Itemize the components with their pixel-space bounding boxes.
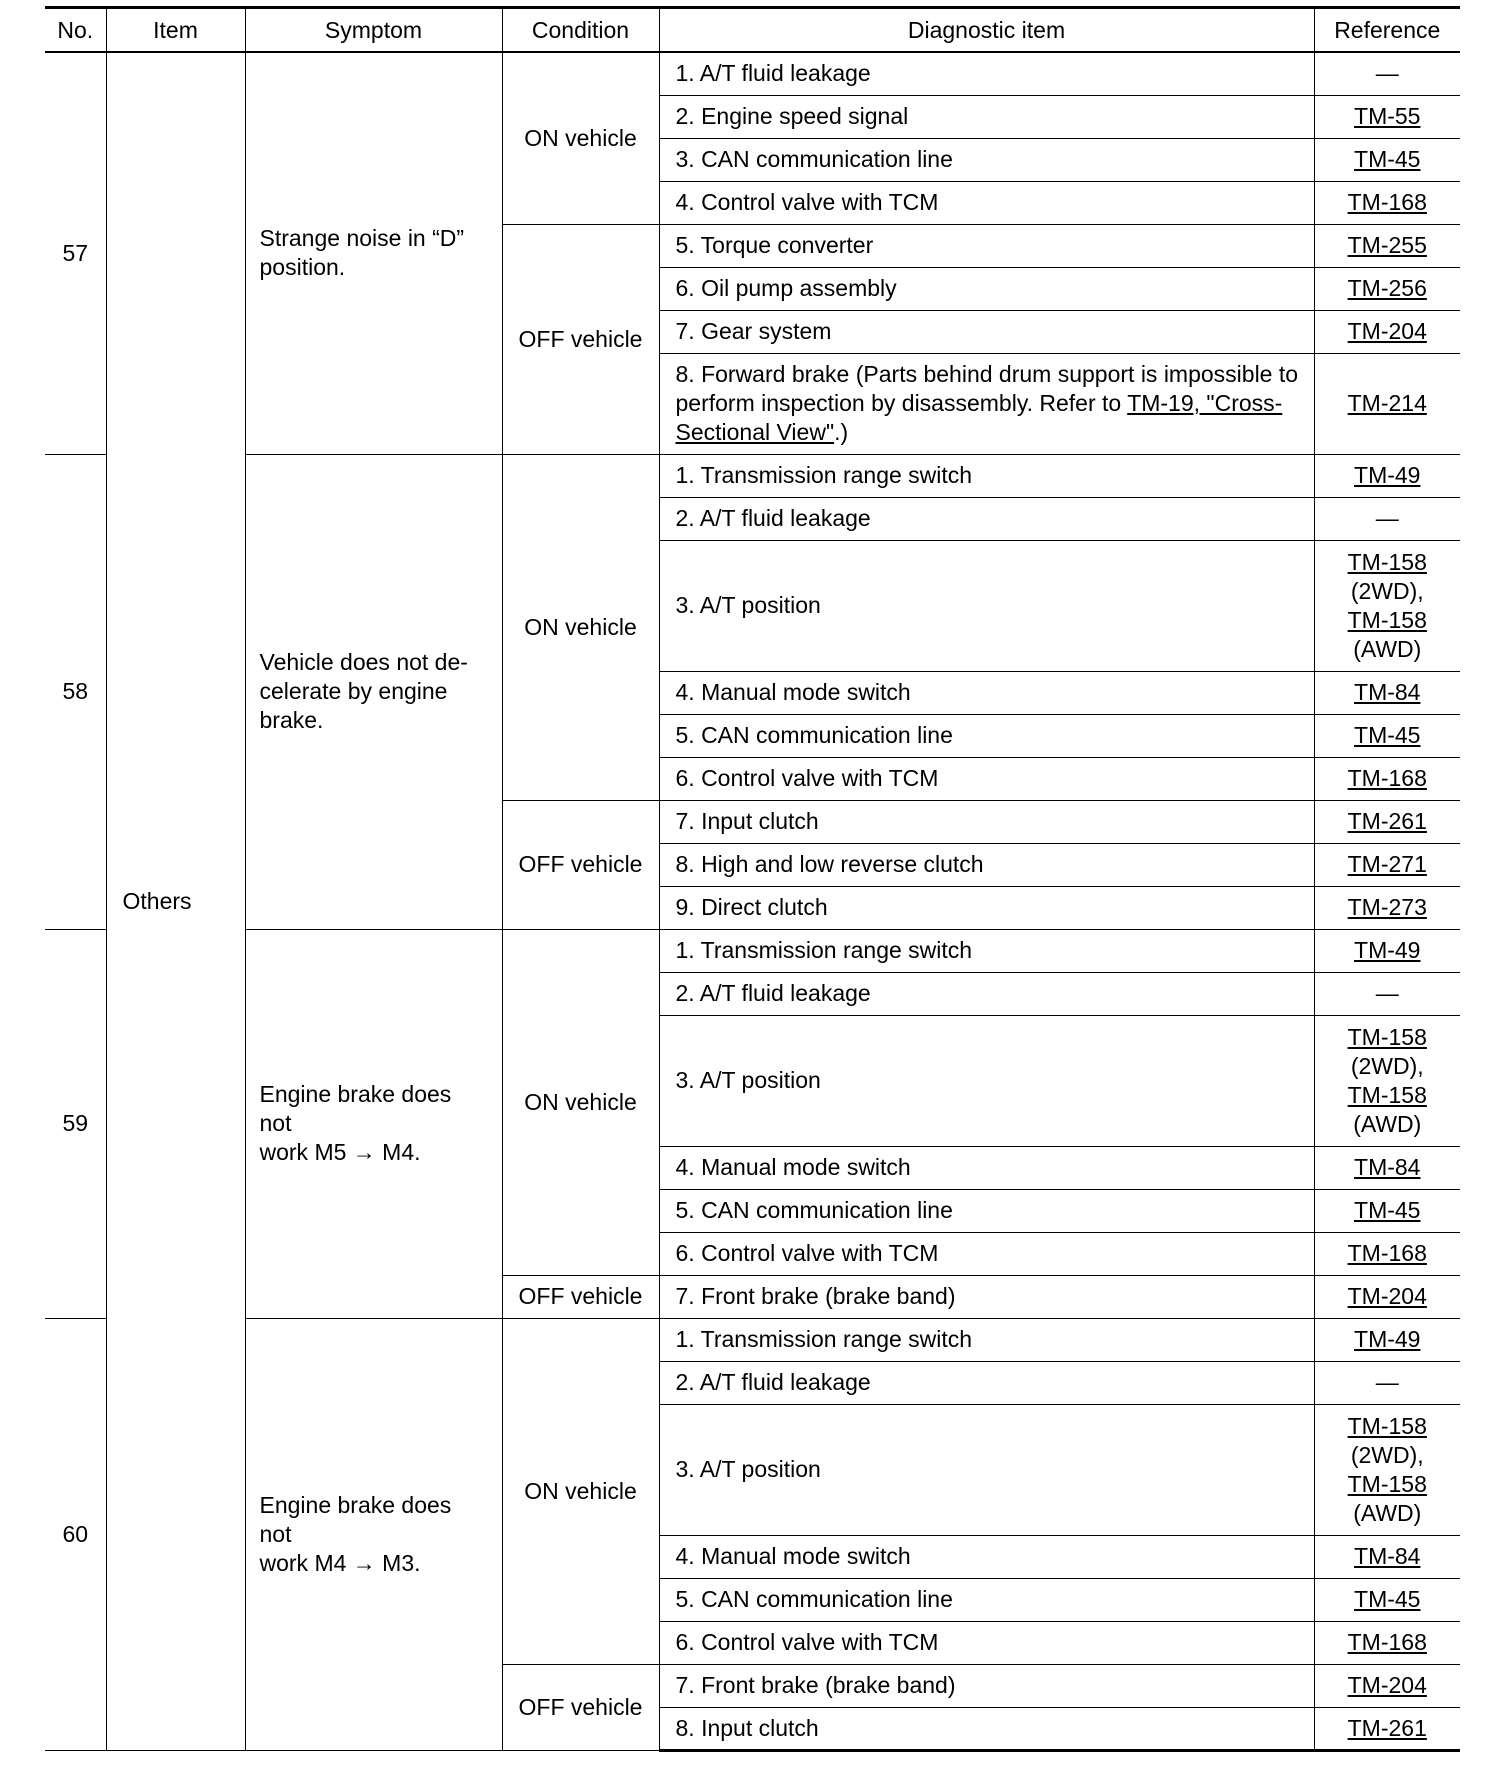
header-row	[45, 8, 1460, 53]
reference-link[interactable]: TM-256	[1347, 275, 1427, 301]
header-no: No.	[45, 8, 106, 53]
reference-cell	[1314, 1015, 1460, 1146]
diagnostic-item-text: 5. CAN communication line	[675, 722, 953, 748]
reference-link[interactable]: TM-49	[1354, 937, 1421, 963]
diagnostic-item-text: 1. Transmission range switch	[675, 937, 973, 963]
diagnostic-item-text: 2. Engine speed signal	[675, 103, 909, 129]
reference-link[interactable]: TM-204	[1347, 1283, 1427, 1309]
reference-link[interactable]: TM-49	[1354, 462, 1421, 488]
diagnostic-item-cell	[659, 138, 1314, 181]
condition-cell: ON vehicle	[502, 454, 659, 800]
diagnostic-item-cell	[659, 886, 1314, 929]
diagnostic-item-cell	[659, 353, 1314, 454]
diagnostic-item-cell	[659, 181, 1314, 224]
diagnostic-item-cell	[659, 454, 1314, 497]
diagnostic-item-text: 6. Control valve with TCM	[675, 1629, 939, 1655]
reference-link[interactable]: TM-204	[1347, 318, 1427, 344]
header-symptom: Symptom	[245, 8, 502, 53]
item-cell: Others	[106, 52, 245, 1750]
diagnostic-item-cell	[659, 1015, 1314, 1146]
reference-none: —	[1375, 505, 1399, 531]
reference-link[interactable]: TM-49	[1354, 1326, 1421, 1352]
reference-note: (AWD)	[1353, 1499, 1422, 1526]
diagnostic-item-cell	[659, 540, 1314, 671]
diagnostic-item-cell	[659, 757, 1314, 800]
condition-cell: OFF vehicle	[502, 224, 659, 454]
reference-cell	[1314, 757, 1460, 800]
reference-link[interactable]: TM-45	[1354, 1197, 1421, 1223]
reference-cell	[1314, 1318, 1460, 1361]
diagnostic-item-cell	[659, 1232, 1314, 1275]
reference-cell	[1314, 454, 1460, 497]
diagnostic-item-cell	[659, 1535, 1314, 1578]
reference-cell	[1314, 1707, 1460, 1750]
reference-link[interactable]: TM-45	[1354, 146, 1421, 172]
reference-link[interactable]: TM-84	[1354, 1543, 1421, 1569]
diagnostic-item-text: 6. Oil pump assembly	[675, 275, 897, 301]
table-row	[45, 1318, 1460, 1361]
reference-none: —	[1375, 980, 1399, 1006]
reference-cell	[1314, 843, 1460, 886]
reference-cell	[1314, 181, 1460, 224]
diagnostic-item-cell	[659, 1146, 1314, 1189]
diagnostic-item-text: 5. Torque converter	[675, 232, 874, 258]
reference-cell	[1314, 1189, 1460, 1232]
table-row	[45, 454, 1460, 497]
diagnostic-item-cell	[659, 1189, 1314, 1232]
table-body	[45, 52, 1460, 1750]
diagnostic-item-cell	[659, 267, 1314, 310]
reference-link[interactable]: TM-273	[1347, 894, 1427, 920]
reference-cell	[1314, 52, 1460, 95]
diagnostic-item-cell	[659, 224, 1314, 267]
row-number: 58	[45, 454, 106, 929]
diagnosis-table	[45, 6, 1460, 1752]
header-diagnostic-item: Diagnostic item	[659, 8, 1314, 53]
reference-cell	[1314, 224, 1460, 267]
reference-note: (AWD)	[1353, 635, 1422, 662]
diagnostic-item-text: 3. A/T position	[675, 1067, 821, 1093]
reference-cell	[1314, 1146, 1460, 1189]
reference-cell	[1314, 886, 1460, 929]
condition-cell: ON vehicle	[502, 929, 659, 1275]
diagnostic-item-cell	[659, 843, 1314, 886]
diagnostic-item-cell	[659, 800, 1314, 843]
reference-cell	[1314, 353, 1460, 454]
diagnostic-item-text: 8. High and low reverse clutch	[675, 851, 984, 877]
diagnostic-item-text: 1. A/T fluid leakage	[675, 60, 871, 87]
diagnostic-item-cell	[659, 310, 1314, 353]
diagnostic-item-text: 4. Manual mode switch	[675, 679, 911, 705]
diagnostic-item-text: 4. Control valve with TCM	[675, 189, 939, 215]
diagnostic-item-text: 3. CAN communication line	[675, 146, 953, 172]
symptom-cell: Engine brake does not work M4 → M3.	[245, 1318, 502, 1750]
reference-cell	[1314, 1578, 1460, 1621]
diagnostic-item-text: 2. A/T fluid leakage	[675, 1369, 871, 1395]
reference-cell	[1314, 1361, 1460, 1404]
diagnostic-item-text: 5. CAN communication line	[675, 1586, 953, 1612]
reference-cell	[1314, 310, 1460, 353]
reference-cell	[1314, 497, 1460, 540]
reference-link[interactable]: TM-84	[1354, 1154, 1421, 1180]
reference-cell	[1314, 671, 1460, 714]
diagnostic-item-cell	[659, 1318, 1314, 1361]
reference-cell	[1314, 800, 1460, 843]
diagnostic-item-cell	[659, 714, 1314, 757]
reference-link[interactable]: TM-158	[1347, 1470, 1427, 1497]
reference-link[interactable]: TM-255	[1347, 232, 1427, 258]
reference-cell	[1314, 1404, 1460, 1535]
reference-link[interactable]: TM-158	[1347, 1412, 1427, 1439]
reference-none: —	[1375, 60, 1399, 87]
reference-link[interactable]: TM-55	[1354, 103, 1421, 129]
reference-link[interactable]: TM-214	[1347, 390, 1427, 416]
diagnostic-item-text: 2. A/T fluid leakage	[675, 505, 871, 531]
cross-reference-link[interactable]: TM-19, "Cross-Sectional View"	[675, 390, 1283, 445]
symptom-cell: Engine brake does not work M5 → M4.	[245, 929, 502, 1318]
diagnostic-item-text: 8. Input clutch	[675, 1714, 819, 1741]
diagnostic-item-cell	[659, 671, 1314, 714]
condition-cell: OFF vehicle	[502, 800, 659, 929]
diagnostic-item-text: 6. Control valve with TCM	[675, 1240, 939, 1266]
diagnostic-item-cell	[659, 1707, 1314, 1750]
diagnostic-item-text: 7. Gear system	[675, 318, 832, 344]
reference-cell	[1314, 540, 1460, 671]
diagnostic-item-cell	[659, 972, 1314, 1015]
header-item: Item	[106, 8, 245, 53]
reference-cell	[1314, 1275, 1460, 1318]
reference-none: —	[1375, 1369, 1399, 1395]
reference-cell	[1314, 138, 1460, 181]
diagnostic-item-text: 7. Input clutch	[675, 808, 819, 834]
diagnostic-item-text: 4. Manual mode switch	[675, 1154, 911, 1180]
reference-cell	[1314, 1621, 1460, 1664]
reference-note: (2WD),	[1350, 1052, 1424, 1079]
reference-cell	[1314, 714, 1460, 757]
reference-link[interactable]: TM-271	[1347, 851, 1427, 877]
reference-cell	[1314, 929, 1460, 972]
diagnostic-item-text: 3. A/T position	[675, 1456, 821, 1482]
row-number: 59	[45, 929, 106, 1318]
diagnostic-item-text: 7. Front brake (brake band)	[675, 1672, 956, 1698]
reference-cell	[1314, 95, 1460, 138]
reference-note: (AWD)	[1353, 1110, 1422, 1137]
condition-cell: OFF vehicle	[502, 1664, 659, 1750]
reference-cell	[1314, 1664, 1460, 1707]
reference-cell	[1314, 267, 1460, 310]
reference-link[interactable]: TM-158	[1347, 1081, 1427, 1108]
reference-link[interactable]: TM-261	[1347, 1714, 1427, 1741]
diagnostic-item-cell	[659, 1361, 1314, 1404]
reference-link[interactable]: TM-158	[1347, 1023, 1427, 1050]
reference-link[interactable]: TM-168	[1347, 765, 1427, 791]
reference-link[interactable]: TM-261	[1347, 808, 1427, 834]
condition-cell: OFF vehicle	[502, 1275, 659, 1318]
diagnostic-item-text: 7. Front brake (brake band)	[675, 1283, 956, 1309]
diagnostic-item-text: 3. A/T position	[675, 592, 821, 618]
table-row	[45, 929, 1460, 972]
reference-link[interactable]: TM-158	[1347, 548, 1427, 575]
condition-cell: ON vehicle	[502, 1318, 659, 1664]
diagnostic-item-cell	[659, 929, 1314, 972]
diagnostic-item-cell	[659, 52, 1314, 95]
diagnostic-item-cell	[659, 1578, 1314, 1621]
reference-link[interactable]: TM-45	[1354, 722, 1421, 748]
diagnostic-item-text: 9. Direct clutch	[675, 894, 828, 920]
reference-note: (2WD),	[1350, 1441, 1424, 1468]
reference-cell	[1314, 1535, 1460, 1578]
reference-cell	[1314, 1232, 1460, 1275]
row-number: 57	[45, 52, 106, 454]
reference-link[interactable]: TM-168	[1347, 1629, 1427, 1655]
diagnostic-item-text: 2. A/T fluid leakage	[675, 980, 871, 1006]
diagnostic-item-text: 8. Forward brake (Parts behind drum support is impossible to perform inspection by disassembly. Refer to	[675, 361, 1299, 416]
condition-cell: ON vehicle	[502, 52, 659, 224]
symptom-cell: Vehicle does not de- celerate by engine brake.	[245, 454, 502, 929]
diagnostic-item-cell	[659, 1404, 1314, 1535]
diagnostic-item-cell	[659, 497, 1314, 540]
diagnostic-item-tail: .)	[834, 419, 849, 445]
diagnostic-item-text: 4. Manual mode switch	[675, 1543, 911, 1569]
table-row	[45, 52, 1460, 95]
reference-link[interactable]: TM-45	[1354, 1586, 1421, 1612]
diagnostic-item-cell	[659, 95, 1314, 138]
reference-link[interactable]: TM-204	[1347, 1672, 1427, 1698]
reference-cell	[1314, 972, 1460, 1015]
reference-link[interactable]: TM-84	[1354, 679, 1421, 705]
diagnostic-item-cell	[659, 1664, 1314, 1707]
diagnostic-item-text: 5. CAN communication line	[675, 1197, 953, 1223]
header-condition: Condition	[502, 8, 659, 53]
reference-link[interactable]: TM-158	[1347, 606, 1427, 633]
reference-note: (2WD),	[1350, 577, 1424, 604]
diagnostic-item-text: 1. Transmission range switch	[675, 462, 973, 488]
symptom-cell: Strange noise in “D” position.	[245, 52, 502, 454]
row-number: 60	[45, 1318, 106, 1750]
diagnostic-item-text: 1. Transmission range switch	[675, 1326, 973, 1352]
diagnostic-item-cell	[659, 1275, 1314, 1318]
header-reference: Reference	[1314, 8, 1460, 53]
diagnostic-item-cell	[659, 1621, 1314, 1664]
diagnostic-item-text: 6. Control valve with TCM	[675, 765, 939, 791]
diagnosis-table-container	[45, 6, 1460, 1752]
reference-link[interactable]: TM-168	[1347, 189, 1427, 215]
reference-link[interactable]: TM-168	[1347, 1240, 1427, 1266]
